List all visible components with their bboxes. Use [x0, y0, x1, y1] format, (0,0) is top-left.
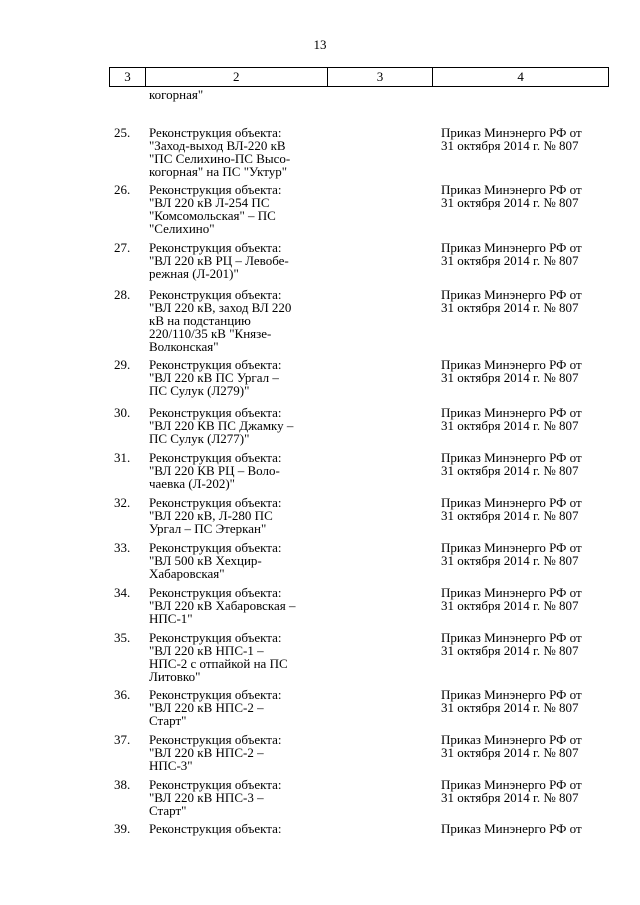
- item-number: 34.: [114, 585, 131, 600]
- item-number: 25.: [114, 125, 131, 140]
- item-description: Реконструкция объекта:: [149, 821, 282, 836]
- item-document: Приказ Минэнерго РФ от 31 октября 2014 г. № 807: [441, 540, 582, 568]
- item-document: Приказ Минэнерго РФ от 31 октября 2014 г. № 807: [441, 240, 582, 268]
- column-header-table: [109, 67, 609, 87]
- header-col-4: 4: [433, 68, 609, 87]
- item-description: Реконструкция объекта: "Заход-выход ВЛ-220 кВ "ПС Селихино-ПС Высо- когорная" на ПС "Уктур": [149, 125, 291, 179]
- item-description: Реконструкция объекта: "ВЛ 220 КВ РЦ – Воло- чаевка (Л-202)": [149, 450, 282, 491]
- item-number: 32.: [114, 495, 131, 510]
- item-document: Приказ Минэнерго РФ от 31 октября 2014 г. № 807: [441, 687, 582, 715]
- item-description: Реконструкция объекта: "ВЛ 220 кВ, Л-280 ПС Ургал – ПС Этеркан": [149, 495, 282, 536]
- item-number: 33.: [114, 540, 131, 555]
- item-document: Приказ Минэнерго РФ от 31 октября 2014 г. № 807: [441, 405, 582, 433]
- item-document: Приказ Минэнерго РФ от 31 октября 2014 г. № 807: [441, 630, 582, 658]
- item-description: Реконструкция объекта: "ВЛ 220 кВ НПС-1 – НПС-2 с отпайкой на ПС Литовко": [149, 630, 288, 684]
- item-document: Приказ Минэнерго РФ от 31 октября 2014 г. № 807: [441, 182, 582, 210]
- item-document: Приказ Минэнерго РФ от 31 октября 2014 г. № 807: [441, 777, 582, 805]
- item-number: 39.: [114, 821, 131, 836]
- item-description: Реконструкция объекта: "ВЛ 220 КВ ПС Джамку – ПС Сулук (Л277)": [149, 405, 294, 446]
- item-number: 27.: [114, 240, 131, 255]
- item-number: 30.: [114, 405, 131, 420]
- item-document: Приказ Минэнерго РФ от 31 октября 2014 г. № 807: [441, 732, 582, 760]
- page-number: 13: [313, 37, 327, 52]
- item-number: 31.: [114, 450, 131, 465]
- item-number: 29.: [114, 357, 131, 372]
- continued-text: когорная": [149, 87, 204, 102]
- item-number: 35.: [114, 630, 131, 645]
- item-number: 26.: [114, 182, 131, 197]
- item-description: Реконструкция объекта: "ВЛ 220 кВ НПС-2 – Старт": [149, 687, 282, 728]
- item-description: Реконструкция объекта: "ВЛ 220 кВ, заход ВЛ 220 кВ на подстанцию 220/110/35 кВ "Князе- Волконская": [149, 287, 292, 354]
- item-document: Приказ Минэнерго РФ от: [441, 821, 582, 836]
- item-document: Приказ Минэнерго РФ от 31 октября 2014 г. № 807: [441, 450, 582, 478]
- item-number: 37.: [114, 732, 131, 747]
- item-number: 28.: [114, 287, 131, 302]
- item-document: Приказ Минэнерго РФ от 31 октября 2014 г. № 807: [441, 287, 582, 315]
- item-document: Приказ Минэнерго РФ от 31 октября 2014 г. № 807: [441, 125, 582, 153]
- item-description: Реконструкция объекта: "ВЛ 500 кВ Хехцир- Хабаровская": [149, 540, 282, 581]
- item-description: Реконструкция объекта: "ВЛ 220 кВ РЦ – Левобе- режная (Л-201)": [149, 240, 289, 281]
- item-document: Приказ Минэнерго РФ от 31 октября 2014 г. № 807: [441, 357, 582, 385]
- item-description: Реконструкция объекта: "ВЛ 220 кВ НПС-2 – НПС-3": [149, 732, 282, 773]
- item-number: 38.: [114, 777, 131, 792]
- item-document: Приказ Минэнерго РФ от 31 октября 2014 г. № 807: [441, 495, 582, 523]
- item-description: Реконструкция объекта: "ВЛ 220 кВ Л-254 ПС "Комсомольская" – ПС "Селихино": [149, 182, 282, 236]
- item-description: Реконструкция объекта: "ВЛ 220 кВ ПС Ургал – ПС Сулук (Л279)": [149, 357, 282, 398]
- header-col-1: 3: [110, 68, 146, 87]
- item-number: 36.: [114, 687, 131, 702]
- item-description: Реконструкция объекта: "ВЛ 220 кВ НПС-3 – Старт": [149, 777, 282, 818]
- item-description: Реконструкция объекта: "ВЛ 220 кВ Хабаровская – НПС-1": [149, 585, 296, 626]
- item-document: Приказ Минэнерго РФ от 31 октября 2014 г. № 807: [441, 585, 582, 613]
- header-col-3: 3: [327, 68, 433, 87]
- header-col-2: 2: [145, 68, 327, 87]
- header-row: [110, 68, 609, 87]
